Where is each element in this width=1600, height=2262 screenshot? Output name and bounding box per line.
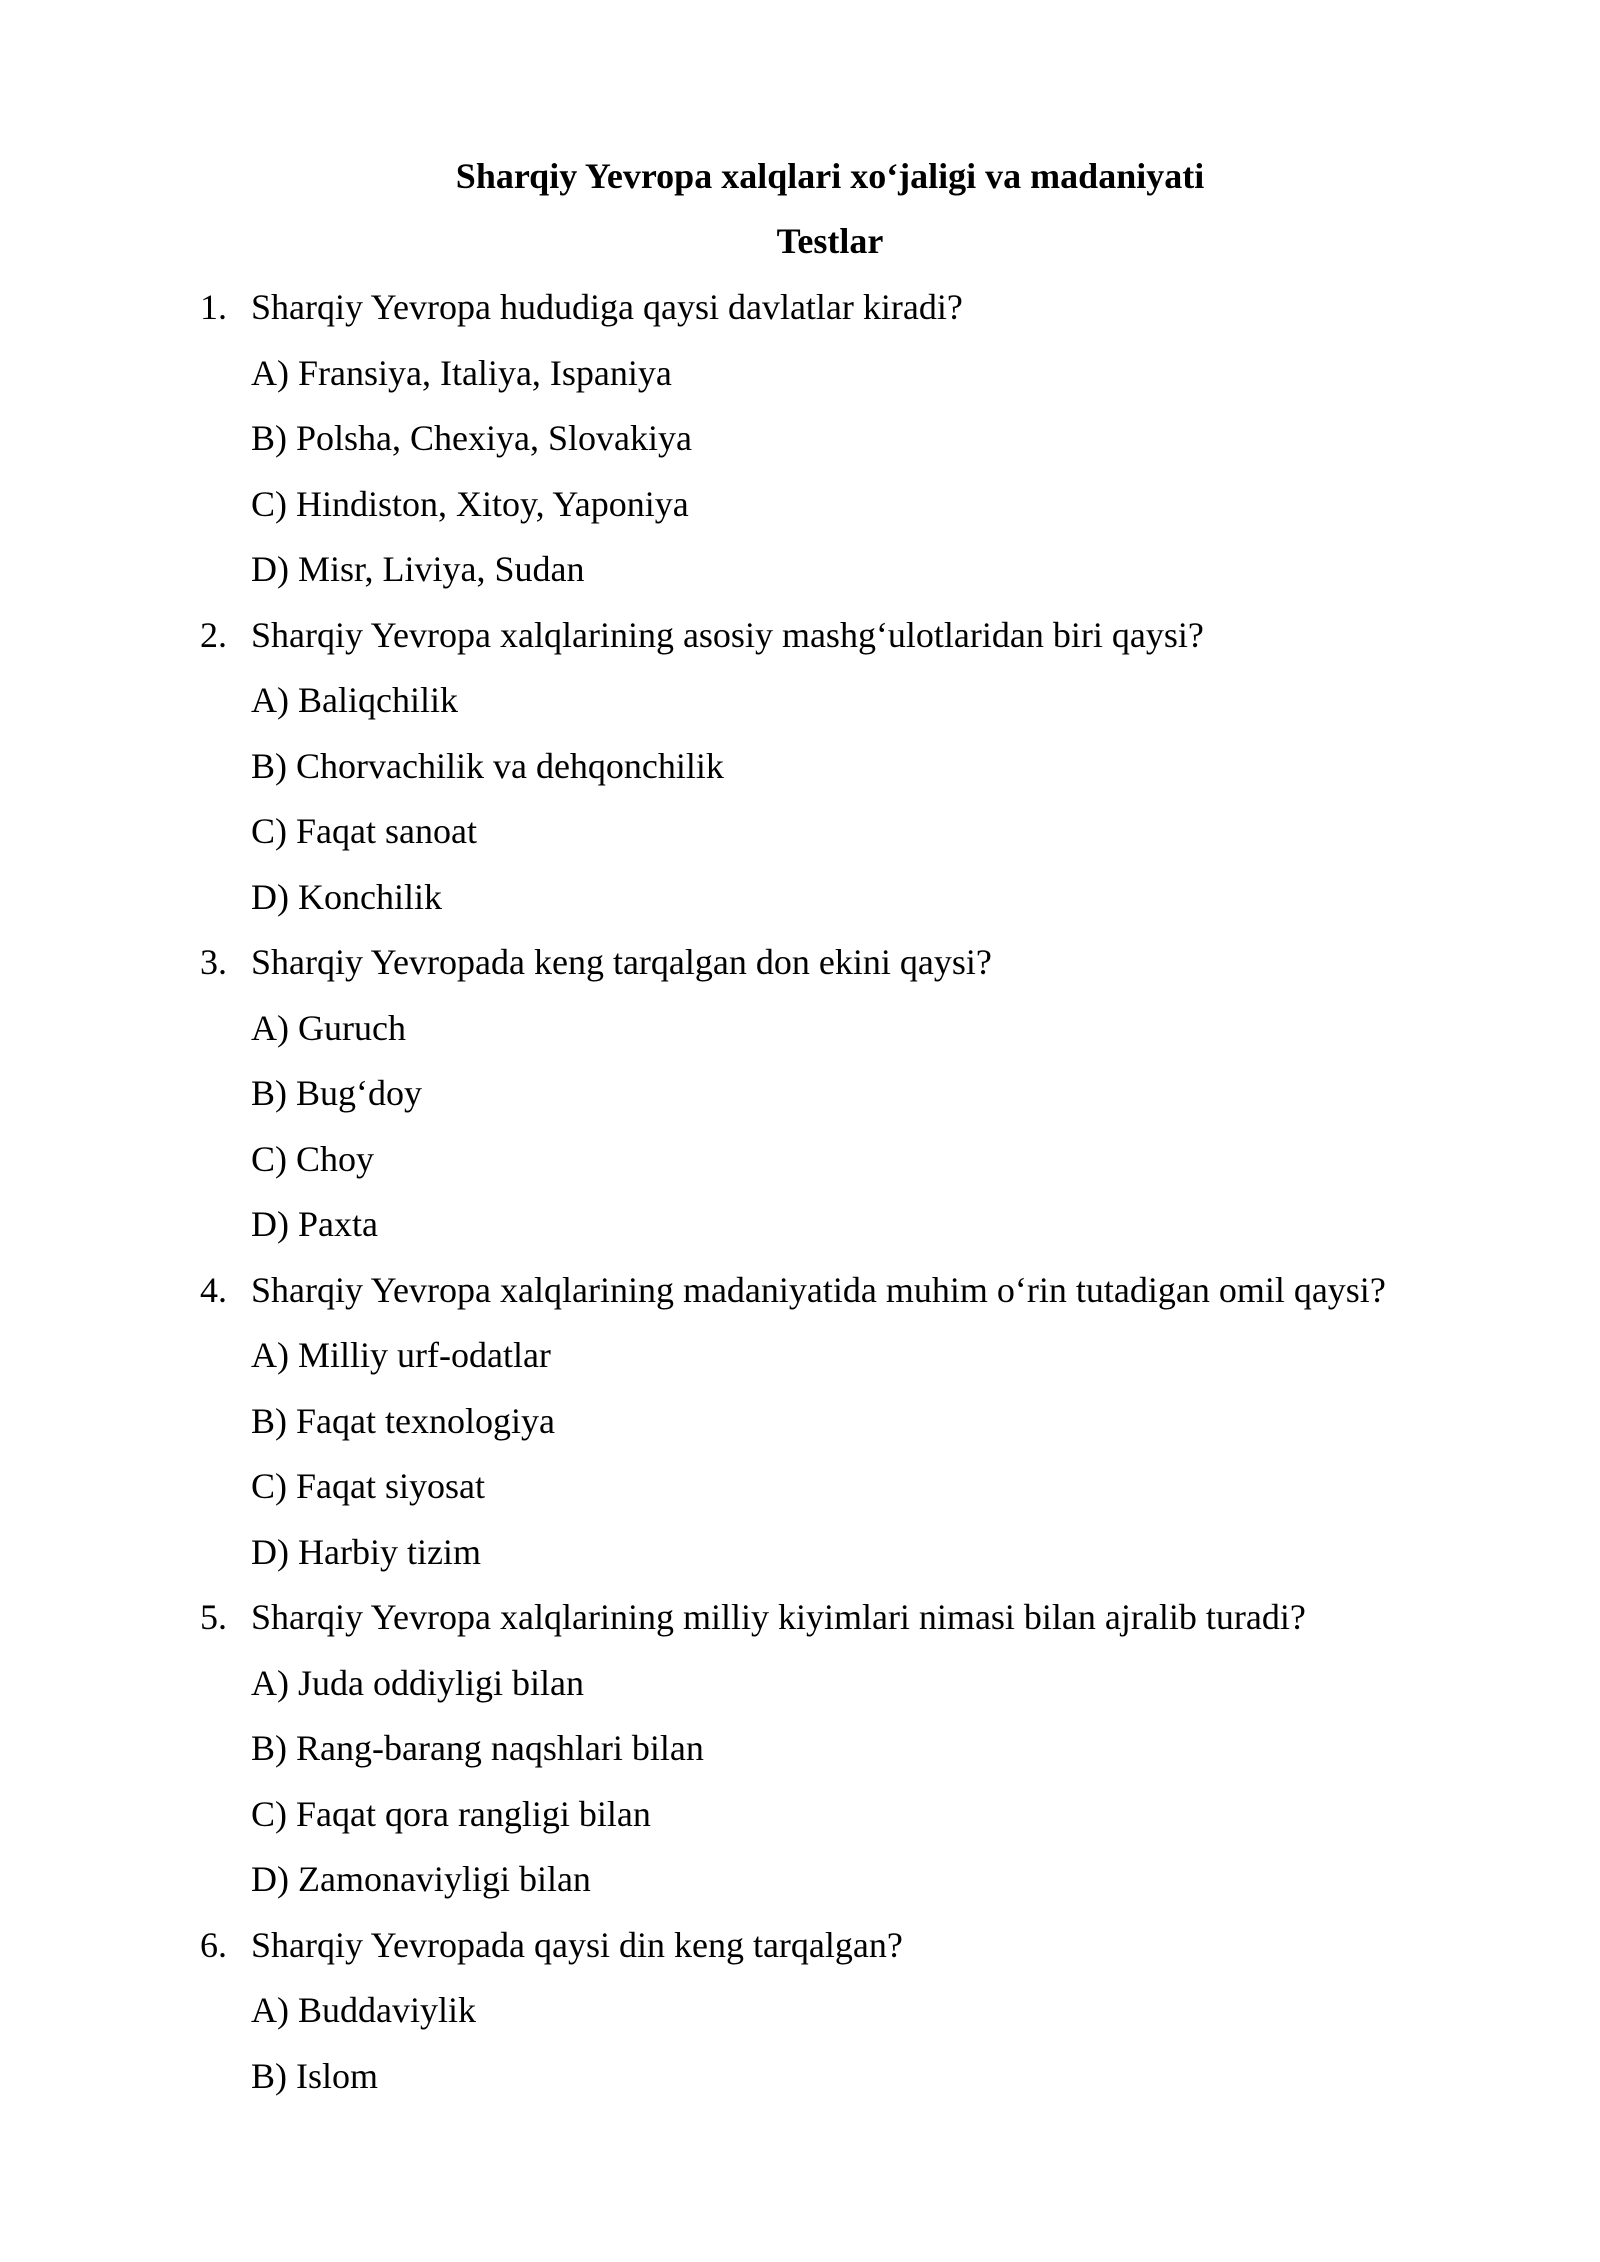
answer-option: A) Juda oddiyligi bilan (251, 1662, 584, 1703)
question-text: Sharqiy Yevropa xalqlarining milliy kiyimlari nimasi bilan ajralib turadi? (251, 1597, 1306, 1637)
question-list (200, 286, 1560, 2120)
question-text: Sharqiy Yevropa xalqlarining asosiy mashg‘ulotlaridan biri qaysi? (251, 614, 1204, 655)
answer-option: C) Faqat sanoat (251, 811, 477, 851)
question-text: Sharqiy Yevropa hududiga qaysi davlatlar kiradi? (251, 287, 963, 327)
document-title: Sharqiy Yevropa xalqlari xo‘jaligi va madaniyati (455, 156, 1205, 196)
answer-option: C) Faqat qora rangligi bilan (251, 1793, 651, 1834)
answer-option: D) Zamonaviyligi bilan (251, 1859, 591, 1899)
question-number: 2. (200, 614, 227, 655)
question-item (200, 614, 1560, 942)
answer-option: D) Harbiy tizim (251, 1531, 481, 1572)
answer-option: C) Hindiston, Xitoy, Yaponiya (251, 483, 689, 524)
question-number: 6. (200, 1924, 227, 1965)
answer-option: B) Bug‘doy (251, 1073, 422, 1113)
question-number: 5. (200, 1597, 227, 1637)
question-text-row (200, 1596, 1560, 1662)
document-subtitle: Testlar (776, 221, 884, 261)
question-text-row (200, 1269, 1560, 1335)
question-text-row (200, 286, 1560, 352)
answer-option: D) Paxta (251, 1204, 378, 1244)
answer-option: B) Polsha, Chexiya, Slovakiya (251, 418, 692, 458)
question-text: Sharqiy Yevropada keng tarqalgan don ekini qaysi? (251, 942, 992, 982)
answer-option: C) Choy (251, 1138, 375, 1179)
question-text: Sharqiy Yevropada qaysi din keng tarqalgan? (251, 1924, 903, 1965)
answer-option: A) Buddaviylik (251, 1990, 476, 2030)
question-number: 3. (200, 942, 227, 982)
question-item (200, 1269, 1560, 1597)
answer-option: D) Misr, Liviya, Sudan (251, 549, 585, 589)
question-text-row (200, 1924, 1560, 1990)
answer-option: B) Islom (251, 2055, 379, 2096)
question-number: 4. (200, 1269, 227, 1310)
question-item (200, 1924, 1560, 2121)
question-text: Sharqiy Yevropa xalqlarining madaniyatida muhim o‘rin tutadigan omil qaysi? (251, 1269, 1386, 1310)
answer-option: C) Faqat siyosat (251, 1466, 485, 1506)
answer-option: D) Konchilik (251, 876, 442, 917)
answer-option: A) Fransiya, Italiya, Ispaniya (251, 352, 672, 393)
answer-option: A) Baliqchilik (251, 680, 458, 720)
question-item (200, 286, 1560, 614)
answer-option: B) Rang-barang naqshlari bilan (251, 1728, 704, 1768)
answer-option: B) Chorvachilik va dehqonchilik (251, 745, 724, 786)
question-text-row (200, 941, 1560, 1007)
question-text-row (200, 614, 1560, 680)
question-number: 1. (200, 287, 227, 327)
answer-option: B) Faqat texnologiya (251, 1400, 555, 1441)
answer-option: A) Milliy urf-odatlar (251, 1335, 551, 1375)
question-item (200, 1596, 1560, 1924)
question-item (200, 941, 1560, 1269)
answer-option: A) Guruch (251, 1007, 406, 1048)
